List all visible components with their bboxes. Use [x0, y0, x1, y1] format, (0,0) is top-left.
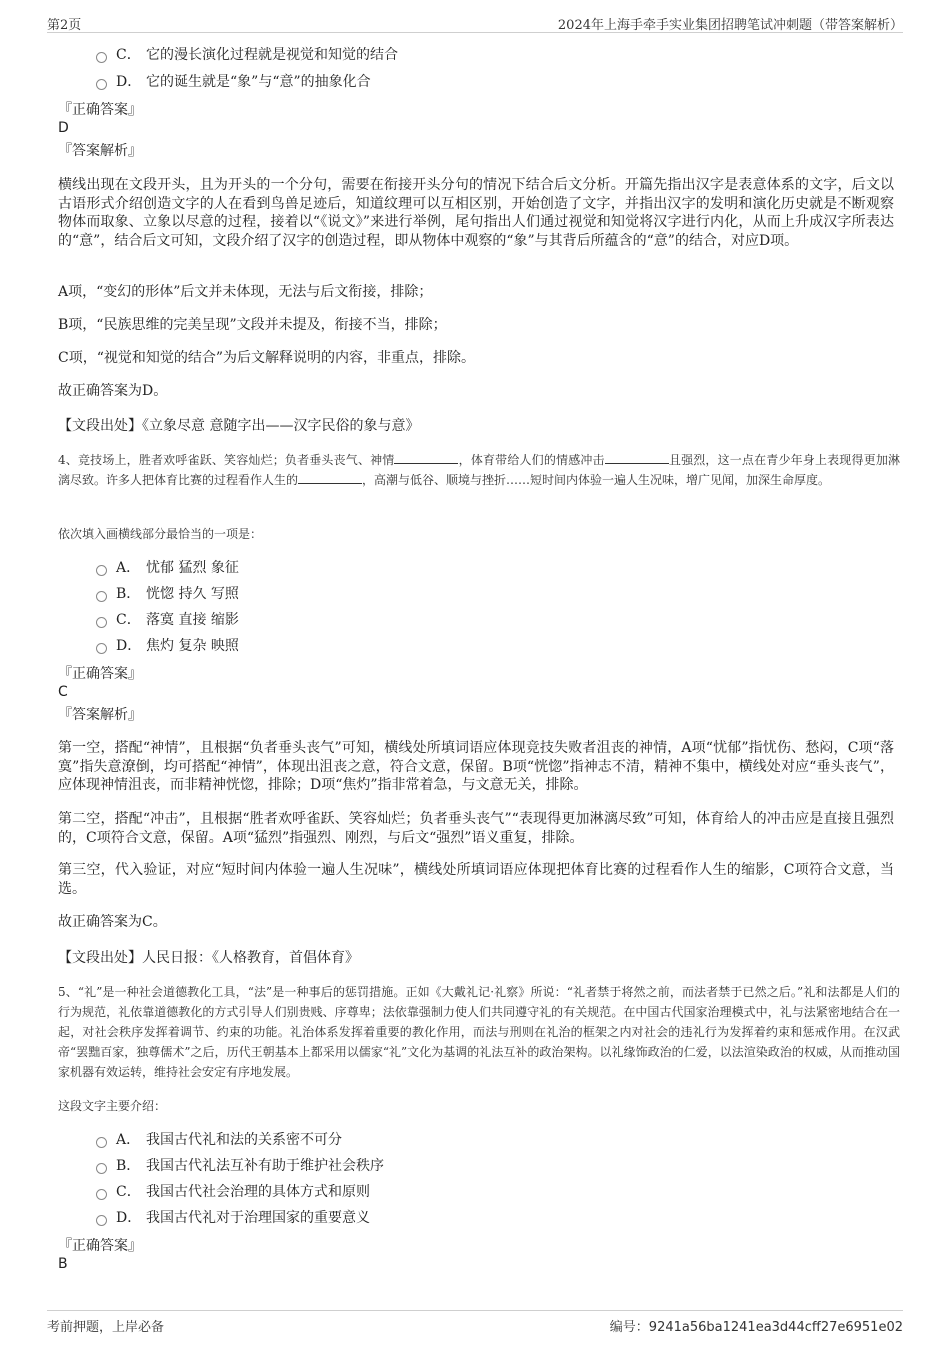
radio-icon[interactable]: [96, 52, 107, 63]
q4-prompt: 依次填入画横线部分最恰当的一项是：: [58, 527, 263, 541]
q4-analysis-3: 第三空，代入验证，对应“短时间内体验一遍人生况味”，横线处所填词语应体现把体育比赛的过程看作人生的缩影，C项符合文意，当选。: [58, 862, 894, 897]
radio-icon[interactable]: [96, 1163, 107, 1174]
q3-analysis-c: C项，“视觉和知觉的结合”为后文解释说明的内容，非重点，排除。: [58, 350, 476, 366]
q4-option-d[interactable]: D． 焦灼 复杂 映照: [96, 635, 239, 657]
radio-icon[interactable]: [96, 1137, 107, 1148]
q3-analysis-b: B项，“民族思维的完美呈现”文段并未提及，衔接不当，排除；: [58, 317, 447, 333]
radio-icon[interactable]: [96, 565, 107, 576]
page-footer: [47, 1310, 903, 1335]
q5-option-a[interactable]: A． 我国古代礼和法的关系密不可分: [96, 1129, 342, 1151]
blank-line: [605, 451, 669, 464]
q5-option-d[interactable]: D． 我国古代礼对于治理国家的重要意义: [96, 1207, 370, 1229]
q4-option-b[interactable]: B． 恍惚 持久 写照: [96, 583, 239, 605]
page-number: 第2页: [47, 18, 82, 33]
radio-icon[interactable]: [96, 1215, 107, 1226]
q3-analysis-label: 『答案解析』: [58, 143, 142, 159]
radio-icon[interactable]: [96, 617, 107, 628]
q4-analysis-label: 『答案解析』: [58, 707, 142, 723]
blank-line: [298, 471, 362, 484]
q4-conclusion: 故正确答案为C。: [58, 914, 167, 930]
q4-answer: C: [58, 684, 68, 700]
radio-icon[interactable]: [96, 643, 107, 654]
q4-stem: 4、竞技场上，胜者欢呼雀跃、笑容灿烂；负者垂头丧气、神情 ，体育带给人们的情感冲击 且强烈，这一点在青少年身上表现得更加淋漓尽致。许多人把体育比赛的过程看作人生的 ，高潮与低谷、顺境与挫折……短时间内体验一遍人生况味，增广见闻，加深生命厚度。: [58, 453, 900, 487]
document-code: 编号：9241a56ba1241ea3d44cff27e6951e02: [609, 1320, 903, 1335]
q3-analysis-main: 横线出现在文段开头，且为开头的一个分句，需要在衔接开头分句的情况下结合后文分析。开篇先指出汉字是表意体系的文字，后文以古语形式介绍创造文字的人在看到鸟兽足迹后，知道纹理可以互相区别，开始创造了文字，并指出汉字的发明和演化历史就是不断观察物体而取象、立象以尽意的过程，接着以“《说文》”来进行举例，尾句指出人们通过视觉和知觉将汉字进行内化，从而上升成汉字所表达的“意”，结合后文可知，文段介绍了汉字的创造过程，即从物体中观察的“象”与其背后所蕴含的“意”的结合，对应D项。: [58, 177, 894, 249]
q3-source: 【文段出处】《立象尽意 意随字出——汉字民俗的象与意》: [58, 418, 420, 434]
q5-prompt: 这段文字主要介绍：: [58, 1099, 167, 1113]
q3-option-d[interactable]: D． 它的诞生就是“象”与“意”的抽象化合: [96, 71, 371, 93]
footer-slogan: 考前押题，上岸必备: [47, 1320, 165, 1335]
q3-option-c[interactable]: C． 它的漫长演化过程就是视觉和知觉的结合: [96, 44, 398, 66]
document-title: 2024年上海手牵手实业集团招聘笔试冲刺题（带答案解析）: [557, 18, 903, 33]
q3-conclusion: 故正确答案为D。: [58, 383, 168, 399]
q5-stem: 5、“礼”是一种社会道德教化工具，“法”是一种事后的惩罚措施。正如《大戴礼记·礼察》所说：“礼者禁于将然之前，而法者禁于已然之后。”礼和法都是人们的行为规范，礼依靠道德教化的方式引导人们别贵贱、序尊卑；法依靠强制力使人们共同遵守礼的有关规范。在中国古代国家治理模式中，礼与法紧密地结合在一起，对社会秩序发挥着调节、约束的功能。礼治体系发挥着重要的教化作用，而法与刑则在礼治的框架之内对社会的违礼行为发挥着约束和惩戒作用。在汉武帝“罢黜百家，独尊儒术”之后，历代王朝基本上都采用以儒家“礼”文化为基调的礼法互补的政治架构。以礼缘饰政治的仁爱，以法渲染政治的权威，从而推动国家机器有效运转，维持社会安定有序地发展。: [58, 985, 900, 1079]
q5-option-b[interactable]: B． 我国古代礼法互补有助于维护社会秩序: [96, 1155, 384, 1177]
q4-source: 【文段出处】人民日报：《人格教育，首倡体育》: [58, 950, 359, 966]
q4-option-c[interactable]: C． 落寞 直接 缩影: [96, 609, 239, 631]
q3-answer-label: 『正确答案』: [58, 102, 142, 118]
radio-icon[interactable]: [96, 591, 107, 602]
radio-icon[interactable]: [96, 1189, 107, 1200]
q4-analysis-2: 第二空，搭配“冲击”，且根据“胜者欢呼雀跃、笑容灿烂；负者垂头丧气”“表现得更加淋漓尽致”可知，体育给人的冲击应是直接且强烈的，C项符合文意，保留。A项“猛烈”指强烈、刚烈，与后文“强烈”语义重复，排除。: [58, 811, 894, 846]
q4-answer-label: 『正确答案』: [58, 666, 142, 682]
q5-answer: B: [58, 1256, 68, 1272]
blank-line: [394, 451, 458, 464]
q4-analysis-1: 第一空，搭配“神情”，且根据“负者垂头丧气”可知，横线处所填词语应体现竞技失败者沮丧的神情，A项“忧郁”指忧伤、愁闷，C项“落寞”指失意潦倒，均可搭配“神情”，体现出沮丧之意，符合文意，保留。B项“恍惚”指神志不清，精神不集中，横线处对应“垂头丧气”，应体现神情沮丧，而非精神恍惚，排除；D项“焦灼”指非常着急，与文意无关，排除。: [58, 740, 894, 793]
q3-analysis-a: A项，“变幻的形体”后文并未体现，无法与后文衔接，排除；: [58, 284, 433, 300]
page-header: [47, 10, 903, 33]
radio-icon[interactable]: [96, 79, 107, 90]
q5-option-c[interactable]: C． 我国古代社会治理的具体方式和原则: [96, 1181, 370, 1203]
q5-answer-label: 『正确答案』: [58, 1238, 142, 1254]
q3-answer: D: [58, 120, 69, 136]
q4-option-a[interactable]: A． 忧郁 猛烈 象征: [96, 557, 239, 579]
